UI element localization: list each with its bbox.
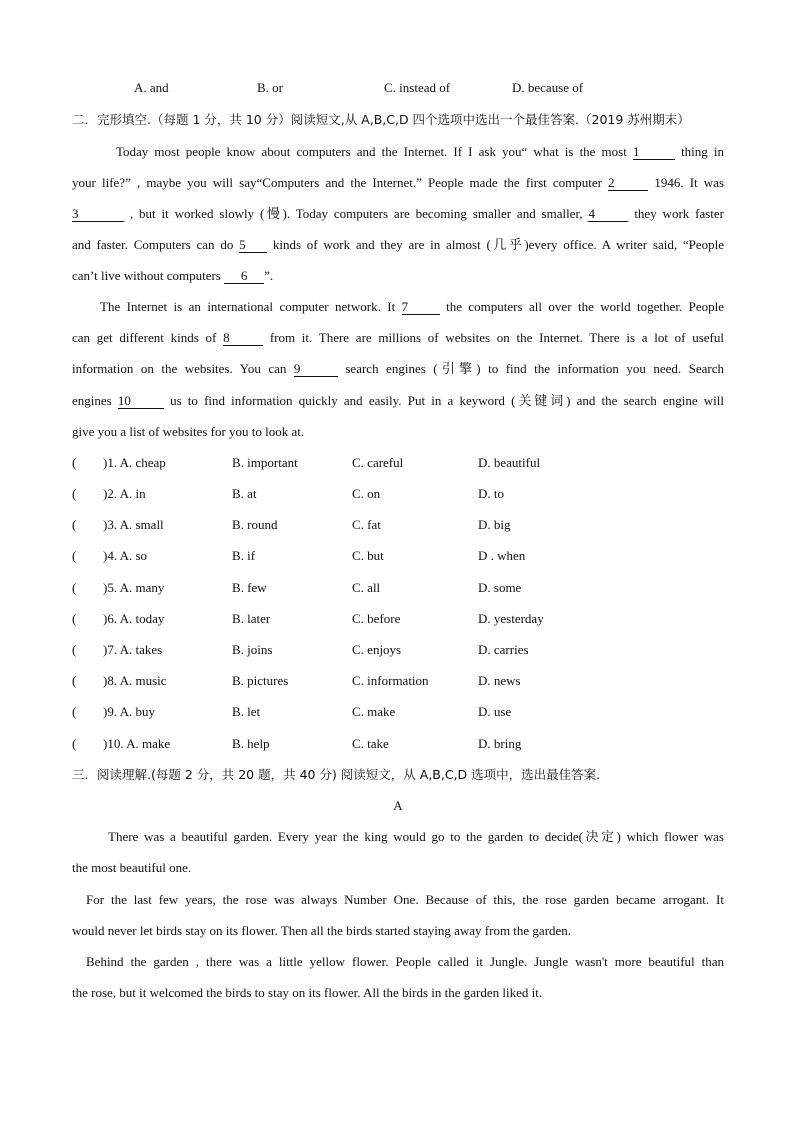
question-option-a: )10. A. make: [103, 736, 171, 751]
answer-paren: (: [72, 704, 77, 719]
question-option-b: B. round: [232, 517, 278, 532]
paragraph-line: information on the websites. You can 9 search engines (引擎) to find the information you need. Search: [72, 361, 725, 376]
answer-paren: (: [72, 517, 77, 532]
question-option-c: C. information: [352, 673, 429, 688]
question-option-b: B. joins: [232, 642, 273, 657]
answer-paren: (: [72, 548, 77, 563]
option-a: A. and: [134, 80, 169, 95]
question-option-d: D. use: [478, 704, 512, 719]
blank-6: 6: [224, 269, 264, 284]
answer-paren: (: [72, 642, 77, 657]
answer-paren: (: [72, 611, 77, 626]
question-option-c: C. make: [352, 704, 396, 719]
question-option-a: )8. A. music: [103, 673, 167, 688]
question-option-c: C. careful: [352, 455, 404, 470]
blank-1: 1: [633, 145, 675, 160]
question-option-b: B. help: [232, 736, 270, 751]
question-option-d: D. news: [478, 673, 521, 688]
blank-9: 9: [294, 362, 338, 377]
question-option-c: C. before: [352, 611, 401, 626]
question-option-b: B. let: [232, 704, 261, 719]
question-option-b: B. later: [232, 611, 271, 626]
option-c: C. instead of: [384, 80, 451, 95]
blank-2: 2: [608, 176, 648, 191]
section3-heading: 三．阅读理解.(每题 2 分，共 20 题，共 40 分) 阅读短文，从 A,B,C,D 选项中，选出最佳答案.: [72, 767, 601, 782]
answer-paren: (: [72, 486, 77, 501]
answer-paren: (: [72, 673, 77, 688]
paragraph-line: The Internet is an international computer network. It 7 the computers all over the world together. People: [100, 299, 724, 314]
question-option-d: D. some: [478, 580, 522, 595]
answer-paren: (: [72, 455, 77, 470]
blank-5: 5: [239, 238, 267, 253]
question-option-b: B. important: [232, 455, 298, 470]
option-d: D. because of: [512, 80, 584, 95]
question-option-a: )4. A. so: [103, 548, 148, 563]
question-option-b: B. at: [232, 486, 257, 501]
question-option-d: D. beautiful: [478, 455, 541, 470]
paragraph-line: would never let birds stay on its flower. Then all the birds started staying away from the garden.: [72, 923, 572, 938]
paragraph-line: For the last few years, the rose was always Number One. Because of this, the rose garden became arrogant. It: [86, 892, 724, 907]
paragraph-line: the rose, but it welcomed the birds to stay on its flower. All the birds in the garden liked it.: [72, 985, 543, 1000]
question-option-d: D. big: [478, 517, 511, 532]
question-option-c: C. take: [352, 736, 389, 751]
section2-heading: 二．完形填空.（每题 1 分，共 10 分）阅读短文,从 A,B,C,D 四个选项中选出一个最佳答案.（2019 苏州期末）: [72, 112, 690, 127]
paragraph-line: There was a beautiful garden. Every year the king would go to the garden to decide(决定) which flower was: [108, 829, 724, 844]
blank-7: 7: [402, 300, 440, 315]
question-option-a: )9. A. buy: [103, 704, 155, 719]
question-option-a: )2. A. in: [103, 486, 146, 501]
question-option-b: B. pictures: [232, 673, 289, 688]
question-option-a: )7. A. takes: [103, 642, 163, 657]
paragraph-line: Today most people know about computers and the Internet. If I ask you“ what is the most 1 thing in: [116, 144, 725, 159]
question-option-d: D . when: [478, 548, 526, 563]
answer-paren: (: [72, 580, 77, 595]
question-option-a: )1. A. cheap: [103, 455, 166, 470]
question-option-b: B. if: [232, 548, 256, 563]
paragraph-line: and faster. Computers can do 5 kinds of work and they are in almost (几乎)every office. A writer said, “People: [72, 237, 725, 252]
question-option-d: D. carries: [478, 642, 529, 657]
answer-paren: (: [72, 736, 77, 751]
question-option-a: )3. A. small: [103, 517, 164, 532]
paragraph-line: give you a list of websites for you to look at.: [72, 424, 305, 439]
paragraph-line: engines 10 us to find information quickly and easily. Put in a keyword (关键词) and the search engine will: [72, 393, 725, 408]
question-option-d: D. yesterday: [478, 611, 544, 626]
question-option-c: C. fat: [352, 517, 381, 532]
paragraph-line: Behind the garden , there was a little yellow flower. People called it Jungle. Jungle wasn't more beautiful than: [86, 954, 724, 969]
question-option-d: D. to: [478, 486, 504, 501]
blank-4: 4: [588, 207, 628, 222]
paragraph-line: your life?” , maybe you will say“Computers and the Internet.” People made the first computer 2 1946. It was: [72, 175, 725, 190]
paragraph-line: can get different kinds of 8 from it. There are millions of websites on the Internet. There is a lot of useful: [72, 330, 724, 345]
question-option-c: C. enjoys: [352, 642, 402, 657]
question-option-b: B. few: [232, 580, 267, 595]
question-option-c: C. on: [352, 486, 381, 501]
blank-8: 8: [223, 331, 263, 346]
paragraph-line: 3 , but it worked slowly (慢). Today computers are becoming smaller and smaller, 4 they work faster: [72, 206, 725, 221]
question-option-d: D. bring: [478, 736, 522, 751]
passage-title: A: [393, 798, 403, 813]
question-option-c: C. all: [352, 580, 381, 595]
question-option-a: )6. A. today: [103, 611, 165, 626]
question-option-c: C. but: [352, 548, 384, 563]
question-option-a: )5. A. many: [103, 580, 165, 595]
paragraph-line: can’t live without computers 6 ”.: [72, 268, 274, 283]
paragraph-line: the most beautiful one.: [72, 860, 192, 875]
blank-10: 10: [118, 394, 164, 409]
option-b: B. or: [257, 80, 283, 95]
blank-3: 3: [72, 207, 124, 222]
